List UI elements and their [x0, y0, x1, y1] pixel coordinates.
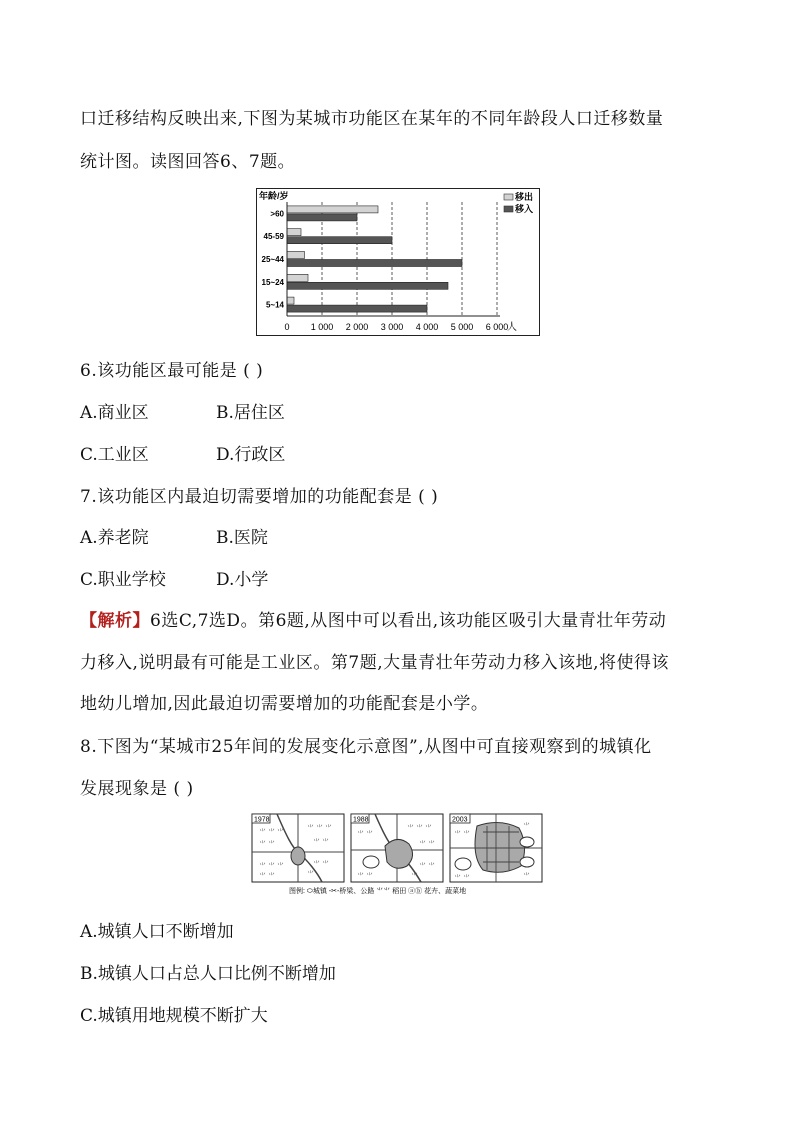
svg-text:⺌ ⺌: ⺌ ⺌ [313, 839, 329, 846]
q7-option-d[interactable]: D.小学 [216, 570, 269, 590]
x-tick-label: 2 000 [345, 322, 369, 332]
q8-line-1: 8.下图为“某城市25年间的发展变化示意图”,从图中可直接观察到的城镇化 [80, 737, 652, 757]
map-1978 [252, 814, 344, 882]
y-category-label: 5~14 [265, 300, 284, 310]
svg-text:⺌: ⺌ [523, 823, 530, 830]
intro-line-2: 统计图。读图回答6、7题。 [80, 152, 296, 172]
svg-text:⺌ ⺌: ⺌ ⺌ [313, 861, 329, 868]
svg-text:⺌ ⺌ ⺌: ⺌ ⺌ ⺌ [259, 829, 284, 836]
bar-out [287, 274, 308, 281]
bar-in [287, 305, 427, 312]
analysis-tag: 【解析】 [80, 611, 150, 631]
q7-option-b[interactable]: B.医院 [216, 528, 268, 548]
svg-text:⺌ ⺌ ⺌: ⺌ ⺌ ⺌ [307, 825, 332, 832]
legend-swatch-out [504, 194, 513, 200]
q8-option-a[interactable]: A.城镇人口不断增加 [80, 922, 234, 942]
svg-text:⺌ ⺌: ⺌ ⺌ [419, 841, 435, 848]
svg-text:⺌: ⺌ [307, 871, 314, 878]
legend-label-in: 移入 [515, 204, 534, 214]
svg-text:⺌ ⺌: ⺌ ⺌ [454, 831, 470, 838]
svg-text:⺌ ⺌: ⺌ ⺌ [357, 873, 373, 880]
map-1988 [351, 814, 443, 882]
q7-stem: 7.该功能区内最迫切需要增加的功能配套是 ( ) [80, 487, 439, 507]
legend-swatch-in [504, 206, 513, 212]
bar-in [287, 214, 357, 221]
analysis-line-3: 地幼儿增加,因此最迫切需要增加的功能配套是小学。 [80, 694, 489, 714]
bar-in [287, 237, 392, 244]
svg-text:⺌ ⺌: ⺌ ⺌ [259, 873, 275, 880]
bar-in [287, 260, 462, 267]
q8-option-c[interactable]: C.城镇用地规模不断扩大 [80, 1006, 268, 1026]
map-2003-year: 2003 [452, 816, 468, 824]
svg-text:⺌: ⺌ [411, 873, 418, 880]
map-1988-year: 1988 [353, 816, 369, 824]
x-tick-label: 1 000 [310, 322, 334, 332]
map-legend: 图例: ⬭城镇 -✂-桥梁、公路 ⺌⺌ 稻田 ⓐⓑ 花卉、蔬菜地 [289, 888, 467, 895]
svg-text:⺌ ⺌: ⺌ ⺌ [454, 875, 470, 882]
svg-text:⺌ ⺌: ⺌ ⺌ [419, 863, 435, 870]
x-tick-label: 4 000 [415, 322, 439, 332]
chart-xlabel: 人 [507, 322, 517, 333]
y-category-label: >60 [270, 209, 284, 219]
q7-option-c[interactable]: C.职业学校 [80, 570, 166, 590]
svg-text:⺌: ⺌ [523, 873, 530, 880]
svg-text:⺌ ⺌: ⺌ ⺌ [259, 841, 275, 848]
legend-label-out: 移出 [515, 192, 534, 202]
bar-out [287, 297, 294, 304]
bar-in [287, 282, 448, 289]
q8-option-b[interactable]: B.城镇人口占总人口比例不断增加 [80, 964, 336, 984]
intro-line-1: 口迁移结构反映出来,下图为某城市功能区在某年的不同年龄段人口迁移数量 [80, 109, 664, 129]
q7-option-a[interactable]: A.养老院 [80, 528, 149, 548]
bar-out [287, 229, 301, 236]
y-category-label: 45-59 [263, 232, 284, 242]
svg-text:⺌ ⺌ ⺌: ⺌ ⺌ ⺌ [407, 825, 432, 832]
q8-line-2: 发展现象是 ( ) [80, 779, 194, 799]
q6-option-c[interactable]: C.工业区 [80, 445, 149, 465]
y-category-label: 15~24 [261, 277, 284, 287]
analysis-text-1: 6选C,7选D。第6题,从图中可以看出,该功能区吸引大量青壮年劳动 [150, 611, 667, 631]
x-tick-label: 5 000 [450, 322, 474, 332]
x-tick-label: 0 [284, 322, 290, 332]
svg-text:⺌ ⺌ ⺌: ⺌ ⺌ ⺌ [259, 863, 284, 870]
map-2003 [450, 814, 542, 882]
city-development-maps [247, 812, 547, 898]
bar-out [287, 252, 305, 259]
q6-stem: 6.该功能区最可能是 ( ) [80, 361, 264, 381]
analysis-line-2: 力移入,说明最有可能是工业区。第7题,大量青壮年劳动力移入该地,将使得该 [80, 653, 670, 673]
x-tick-label: 6 000 [485, 322, 509, 332]
chart-ylabel: 年龄/岁 [259, 191, 289, 201]
x-tick-label: 3 000 [380, 322, 404, 332]
migration-bar-chart [256, 188, 540, 336]
analysis-line-1 [80, 606, 666, 631]
q6-option-b[interactable]: B.居住区 [216, 403, 285, 423]
q6-option-a[interactable]: A.商业区 [80, 403, 149, 423]
svg-text:⺌ ⺌: ⺌ ⺌ [357, 831, 373, 838]
q6-option-d[interactable]: D.行政区 [216, 445, 286, 465]
y-category-label: 25~44 [261, 255, 284, 264]
map-1978-year: 1978 [254, 816, 270, 824]
bar-out [287, 206, 378, 213]
